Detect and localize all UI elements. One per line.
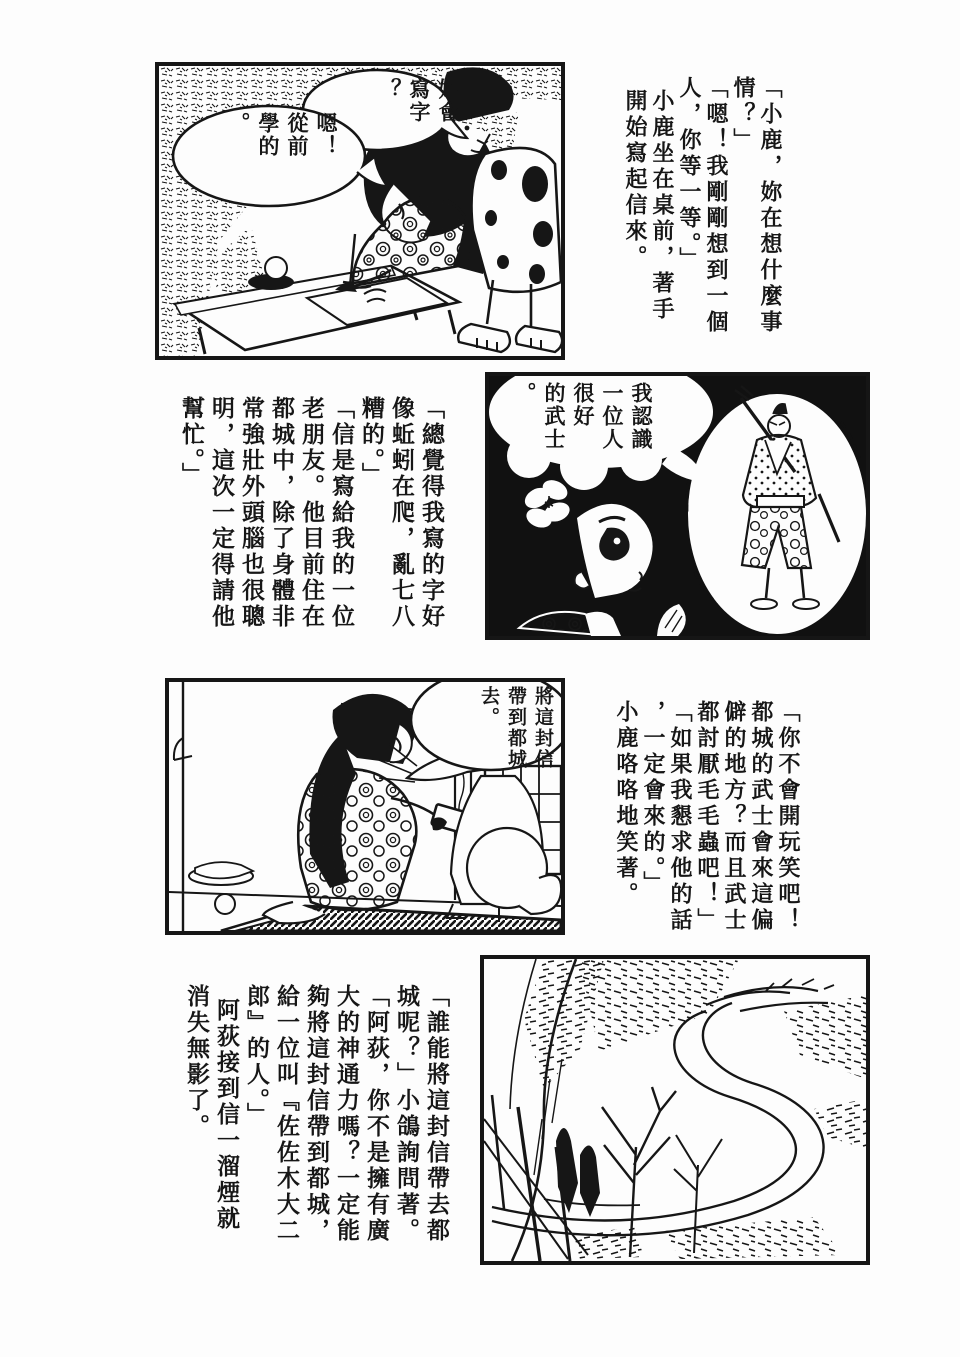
vertical-text-column: ？ bbox=[378, 78, 401, 101]
vertical-text-column: 小鹿咯咯地笑著。 bbox=[614, 700, 639, 908]
vertical-text-column: 一位人 bbox=[600, 382, 623, 451]
vertical-text-column: 「誰能將這封信帶去都 bbox=[424, 984, 449, 1244]
vertical-text-column: 開始寫起信來。 bbox=[623, 89, 648, 272]
vertical-text-column: 給一位叫『佐佐木大二 bbox=[274, 984, 299, 1244]
bubble-text-girl-answers bbox=[190, 112, 340, 202]
vertical-text-column: 都城中，除了身體非 bbox=[269, 396, 294, 630]
vertical-text-column: 我認識 bbox=[629, 382, 652, 451]
bubble-text-know-samurai bbox=[500, 382, 655, 482]
bubble-text-take-letter bbox=[452, 686, 556, 786]
vertical-text-column: 像蚯蚓在爬，亂七八 bbox=[389, 396, 414, 630]
vertical-text-column: 去。 bbox=[478, 686, 499, 728]
vertical-text-column: 情？」 bbox=[731, 76, 756, 154]
narration-block-2 bbox=[176, 396, 446, 658]
vertical-text-column: 將這封信 bbox=[532, 686, 553, 770]
narration-block-4 bbox=[171, 984, 451, 1284]
vertical-text-column: 「嗯！我剛剛想到一個 bbox=[704, 76, 729, 336]
bubble-text-boy-asks bbox=[322, 78, 462, 148]
panel-4-artwork bbox=[484, 959, 866, 1261]
vertical-text-column: 「小鹿，妳在想什麼事 bbox=[758, 76, 783, 336]
vertical-text-column: 郎』的人。」 bbox=[244, 984, 269, 1129]
vertical-text-column: 夠將這封信帶到都城， bbox=[304, 984, 329, 1244]
vertical-text-column: 「你不會開玩笑吧！ bbox=[776, 700, 801, 934]
vertical-text-column: 很好 bbox=[571, 382, 594, 428]
vertical-text-column: 糟的。」 bbox=[359, 396, 384, 489]
vertical-text-column: 「總覺得我寫的字好 bbox=[419, 396, 444, 630]
vertical-text-column: 學的 bbox=[256, 112, 279, 158]
vertical-text-column: 「信是寫給我的一位 bbox=[329, 396, 354, 630]
vertical-text-column: 。 bbox=[227, 112, 250, 135]
vertical-text-column: 僻的地方？而且武士 bbox=[722, 700, 747, 934]
vertical-text-column: 都城的武士會來這偏 bbox=[749, 700, 774, 934]
vertical-text-column: 老朋友。他目前住在 bbox=[299, 396, 324, 630]
vertical-text-column: 小鹿坐在桌前，著手 bbox=[650, 89, 675, 324]
vertical-text-column: 妳會 bbox=[436, 78, 459, 124]
vertical-text-column: 都討厭毛毛蟲吧！」 bbox=[695, 700, 720, 934]
vertical-text-column: 嗯！ bbox=[314, 112, 337, 158]
vertical-text-column: 人，你等一等。」 bbox=[677, 76, 702, 273]
vertical-text-column: 常強壯外頭腦也很聰 bbox=[239, 396, 264, 630]
vertical-text-column: 大的神通力嗎？一定能 bbox=[334, 984, 359, 1244]
vertical-text-column: 消失無影了。 bbox=[184, 984, 209, 1140]
vertical-text-column: 「如果我懇求他的話 bbox=[668, 700, 693, 934]
vertical-text-column: 的武士 bbox=[542, 382, 565, 451]
panel-4 bbox=[480, 955, 870, 1265]
vertical-text-column: 明，這次一定得請他 bbox=[209, 396, 234, 630]
vertical-text-column: 帶到都城 bbox=[505, 686, 526, 770]
vertical-text-column: 「阿荻，你不是擁有廣 bbox=[364, 984, 389, 1244]
vertical-text-column: 。 bbox=[513, 382, 536, 405]
vertical-text-column: ，一定會來的。」 bbox=[641, 700, 666, 897]
vertical-text-column: 幫忙。」 bbox=[179, 396, 204, 489]
narration-block-1 bbox=[623, 76, 784, 368]
vertical-text-column: 城呢？」小鴿詢問著。 bbox=[394, 984, 419, 1244]
narration-block-3 bbox=[614, 700, 802, 962]
vertical-text-column: 阿荻接到信一溜煙就 bbox=[214, 997, 239, 1232]
vertical-text-column: 寫字 bbox=[407, 78, 430, 124]
vertical-text-column: 從前 bbox=[285, 112, 308, 158]
